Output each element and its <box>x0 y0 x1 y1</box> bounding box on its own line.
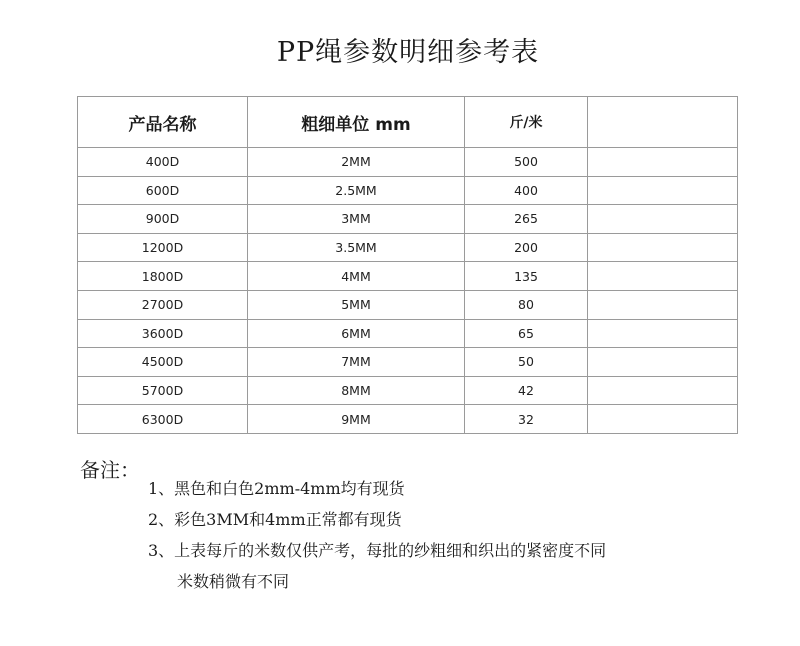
jin-per-meter-cell: 400 <box>465 176 588 205</box>
product-name-cell: 5700D <box>78 376 248 405</box>
jin-per-meter-cell: 32 <box>465 405 588 434</box>
thickness-cell: 5MM <box>248 290 465 319</box>
product-name-cell: 1200D <box>78 233 248 262</box>
header-empty <box>588 97 738 148</box>
header-product-name: 产品名称 <box>78 97 248 148</box>
table-row <box>78 290 738 319</box>
empty-cell <box>588 148 738 177</box>
header-jin-per-meter: 斤/米 <box>465 97 588 148</box>
thickness-cell: 4MM <box>248 262 465 291</box>
table-row <box>78 348 738 377</box>
product-name-cell: 600D <box>78 176 248 205</box>
table-header-row <box>78 97 738 148</box>
jin-per-meter-cell: 500 <box>465 148 588 177</box>
header-thickness: 粗细单位 mm <box>248 97 465 148</box>
empty-cell <box>588 405 738 434</box>
table-row <box>78 148 738 177</box>
note-item-2: 2、彩色3MM和4mm正常都有现货 <box>148 510 402 529</box>
note-item-3-continuation: 米数稍微有不同 <box>177 572 290 591</box>
thickness-cell: 2.5MM <box>248 176 465 205</box>
table-row <box>78 262 738 291</box>
product-name-cell: 4500D <box>78 348 248 377</box>
jin-per-meter-cell: 200 <box>465 233 588 262</box>
page-title: PP绳参数明细参考表 <box>276 37 540 68</box>
note-item-1: 1、黑色和白色2mm-4mm均有现货 <box>148 479 405 498</box>
empty-cell <box>588 376 738 405</box>
table-row <box>78 405 738 434</box>
product-name-cell: 1800D <box>78 262 248 291</box>
thickness-cell: 8MM <box>248 376 465 405</box>
empty-cell <box>588 205 738 234</box>
empty-cell <box>588 262 738 291</box>
product-name-cell: 400D <box>78 148 248 177</box>
thickness-cell: 7MM <box>248 348 465 377</box>
product-name-cell: 6300D <box>78 405 248 434</box>
table-row <box>78 319 738 348</box>
notes-label: 备注： <box>80 458 140 482</box>
jin-per-meter-cell: 265 <box>465 205 588 234</box>
empty-cell <box>588 233 738 262</box>
jin-per-meter-cell: 42 <box>465 376 588 405</box>
table-row <box>78 176 738 205</box>
table-row <box>78 205 738 234</box>
thickness-cell: 9MM <box>248 405 465 434</box>
table-row <box>78 233 738 262</box>
product-name-cell: 2700D <box>78 290 248 319</box>
thickness-cell: 3.5MM <box>248 233 465 262</box>
thickness-cell: 2MM <box>248 148 465 177</box>
spec-table <box>77 96 738 434</box>
product-name-cell: 900D <box>78 205 248 234</box>
empty-cell <box>588 319 738 348</box>
empty-cell <box>588 290 738 319</box>
jin-per-meter-cell: 80 <box>465 290 588 319</box>
jin-per-meter-cell: 135 <box>465 262 588 291</box>
note-item-3: 3、上表每斤的米数仅供产考，每批的纱粗细和织出的紧密度不同 <box>148 541 607 560</box>
jin-per-meter-cell: 50 <box>465 348 588 377</box>
empty-cell <box>588 348 738 377</box>
empty-cell <box>588 176 738 205</box>
jin-per-meter-cell: 65 <box>465 319 588 348</box>
thickness-cell: 6MM <box>248 319 465 348</box>
product-name-cell: 3600D <box>78 319 248 348</box>
table-row <box>78 376 738 405</box>
thickness-cell: 3MM <box>248 205 465 234</box>
